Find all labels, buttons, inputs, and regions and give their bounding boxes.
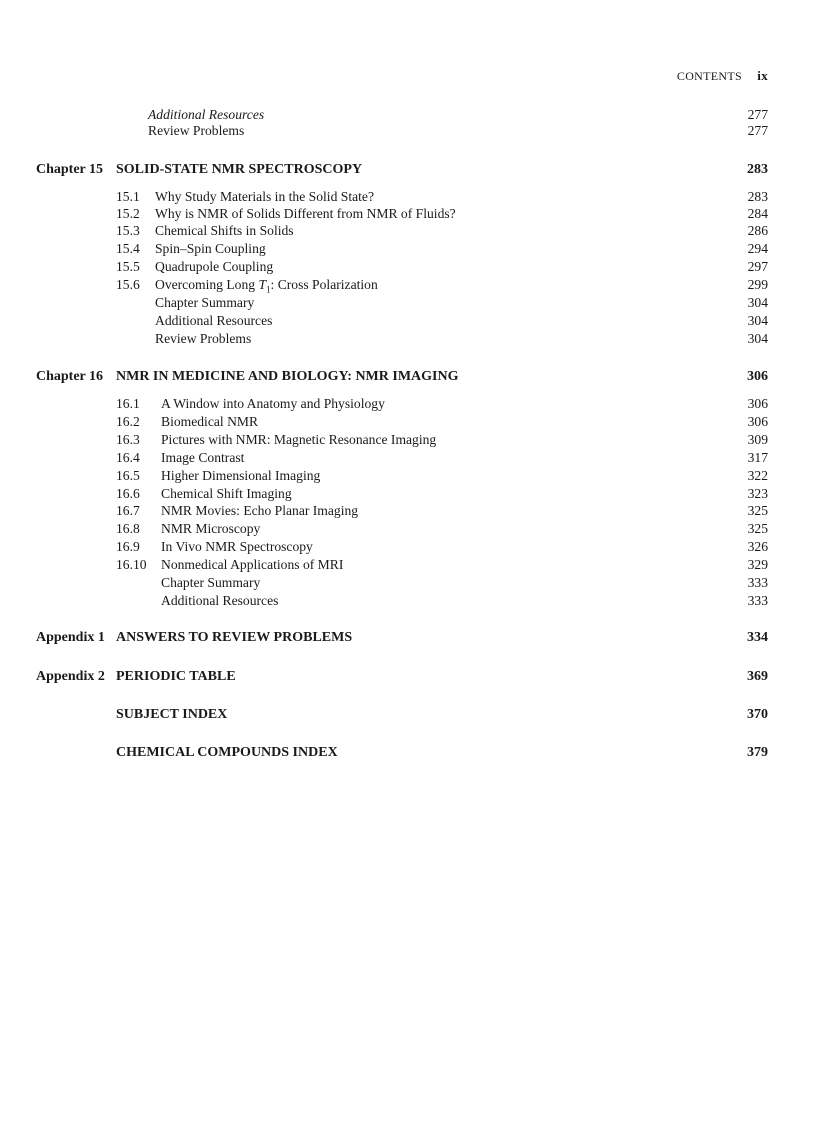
toc-entry: [0, 413, 816, 431]
chapter-title: NMR IN MEDICINE AND BIOLOGY: NMR IMAGING: [116, 369, 459, 384]
appendix-page: 369: [747, 669, 768, 684]
entry-page: 286: [747, 223, 768, 238]
entry-page: 322: [747, 468, 768, 483]
section-number: 15.6: [116, 277, 140, 292]
toc-entry: [0, 449, 816, 467]
entry-title: Additional Resources: [161, 593, 279, 608]
entry-page: 304: [747, 295, 768, 310]
entry-page: 283: [747, 189, 768, 204]
entry-page: 317: [747, 450, 768, 465]
chapter-15-heading: [0, 161, 816, 179]
section-number: 16.6: [116, 486, 140, 501]
entry-title: NMR Microscopy: [161, 521, 261, 536]
section-number: 16.3: [116, 432, 140, 447]
entry-title: Biomedical NMR: [161, 414, 259, 429]
toc-entry: [0, 312, 816, 330]
entry-title: Spin–Spin Coupling: [155, 241, 266, 256]
entry-title: NMR Movies: Echo Planar Imaging: [161, 503, 359, 518]
entry-page: 277: [747, 123, 768, 138]
entry-page: 306: [747, 396, 768, 411]
relaxation-subscript: 1: [266, 284, 271, 295]
entry-title: Chemical Shifts in Solids: [155, 223, 294, 238]
section-number: 16.4: [116, 450, 140, 465]
entry-title: Additional Resources: [148, 107, 265, 122]
entry-title-pre: Overcoming Long: [155, 277, 259, 292]
toc-entry: [0, 556, 816, 574]
running-head: [677, 68, 768, 84]
chapter-label: Chapter 16: [36, 369, 104, 384]
section-number: 15.3: [116, 223, 140, 238]
entry-title: Image Contrast: [161, 450, 245, 465]
entry-page: 304: [747, 331, 768, 346]
entry-page: 323: [747, 486, 768, 501]
toc-entry: [0, 520, 816, 538]
subject-index-heading: [0, 706, 816, 724]
section-number: 16.2: [116, 414, 140, 429]
entry-page: 294: [747, 241, 768, 256]
section-number: 16.8: [116, 521, 140, 536]
toc-entry: [0, 467, 816, 485]
entry-page: 309: [747, 432, 768, 447]
relaxation-symbol: T: [258, 277, 267, 292]
section-number: 15.1: [116, 189, 140, 204]
chapter-16-heading: [0, 368, 816, 386]
index-page: 370: [747, 707, 768, 722]
appendix-1-heading: [0, 629, 816, 647]
toc-entry: [0, 240, 816, 258]
entry-title: Nonmedical Applications of MRI: [161, 557, 344, 572]
entry-title: Why Study Materials in the Solid State?: [155, 189, 374, 204]
toc-entry: [0, 431, 816, 449]
entry-title: Chemical Shift Imaging: [161, 486, 292, 501]
toc-entry: [0, 294, 816, 312]
entry-title: Pictures with NMR: Magnetic Resonance Imaging: [161, 432, 437, 447]
entry-page: 333: [747, 593, 768, 608]
entry-page: 299: [747, 277, 768, 292]
chapter-page: 283: [747, 162, 768, 177]
entry-title: Why is NMR of Solids Different from NMR of Fluids?: [155, 206, 456, 221]
appendix-title: PERIODIC TABLE: [116, 669, 236, 684]
toc-entry: [0, 592, 816, 610]
chapter-label: Chapter 15: [36, 162, 104, 177]
compounds-index-heading: [0, 744, 816, 762]
section-number: 16.7: [116, 503, 140, 518]
toc-entry: [0, 122, 816, 140]
chapter-title: SOLID-STATE NMR SPECTROSCOPY: [116, 162, 363, 177]
section-number: 15.4: [116, 241, 140, 256]
toc-entry: [0, 188, 816, 206]
entry-page: 277: [747, 107, 768, 122]
appendix-page: 334: [747, 630, 768, 645]
entry-title-post: : Cross Polarization: [270, 277, 378, 292]
entry-title: Quadrupole Coupling: [155, 259, 274, 274]
entry-page: 333: [747, 575, 768, 590]
entry-title: In Vivo NMR Spectroscopy: [161, 539, 313, 554]
toc-entry: [0, 395, 816, 413]
chapter-page: 306: [747, 369, 768, 384]
index-page: 379: [747, 745, 768, 760]
entry-page: 325: [747, 521, 768, 536]
toc-entry: [0, 222, 816, 240]
toc-entry: [0, 574, 816, 592]
toc-entry: [0, 276, 816, 294]
entry-page: 284: [747, 206, 768, 221]
entry-page: 329: [747, 557, 768, 572]
section-number: 16.1: [116, 396, 140, 411]
entry-title: A Window into Anatomy and Physiology: [161, 396, 385, 411]
section-number: 16.9: [116, 539, 140, 554]
appendix-2-heading: [0, 668, 816, 686]
entry-page: 326: [747, 539, 768, 554]
entry-page: 306: [747, 414, 768, 429]
toc-entry: [0, 205, 816, 223]
toc-entry: [0, 258, 816, 276]
section-number: 16.10: [116, 557, 147, 572]
index-title: SUBJECT INDEX: [116, 707, 228, 722]
entry-title: Higher Dimensional Imaging: [161, 468, 321, 483]
entry-page: 325: [747, 503, 768, 518]
toc-entry: [0, 538, 816, 556]
entry-title: Chapter Summary: [161, 575, 261, 590]
entry-title: Additional Resources: [155, 313, 273, 328]
toc-entry: [0, 485, 816, 503]
section-number: 15.2: [116, 206, 140, 221]
appendix-label: Appendix 1: [36, 630, 105, 645]
entry-page: 297: [747, 259, 768, 274]
entry-title: Review Problems: [155, 331, 252, 346]
entry-page: 304: [747, 313, 768, 328]
entry-title: Chapter Summary: [155, 295, 255, 310]
page-folio: ix: [757, 68, 768, 83]
index-title: CHEMICAL COMPOUNDS INDEX: [116, 745, 338, 760]
appendix-title: ANSWERS TO REVIEW PROBLEMS: [116, 630, 353, 645]
toc-entry: [0, 330, 816, 348]
running-head-label: CONTENTS: [676, 69, 742, 83]
entry-title: Review Problems: [148, 123, 245, 138]
section-number: 16.5: [116, 468, 140, 483]
toc-entry: [0, 502, 816, 520]
section-number: 15.5: [116, 259, 140, 274]
appendix-label: Appendix 2: [36, 669, 105, 684]
